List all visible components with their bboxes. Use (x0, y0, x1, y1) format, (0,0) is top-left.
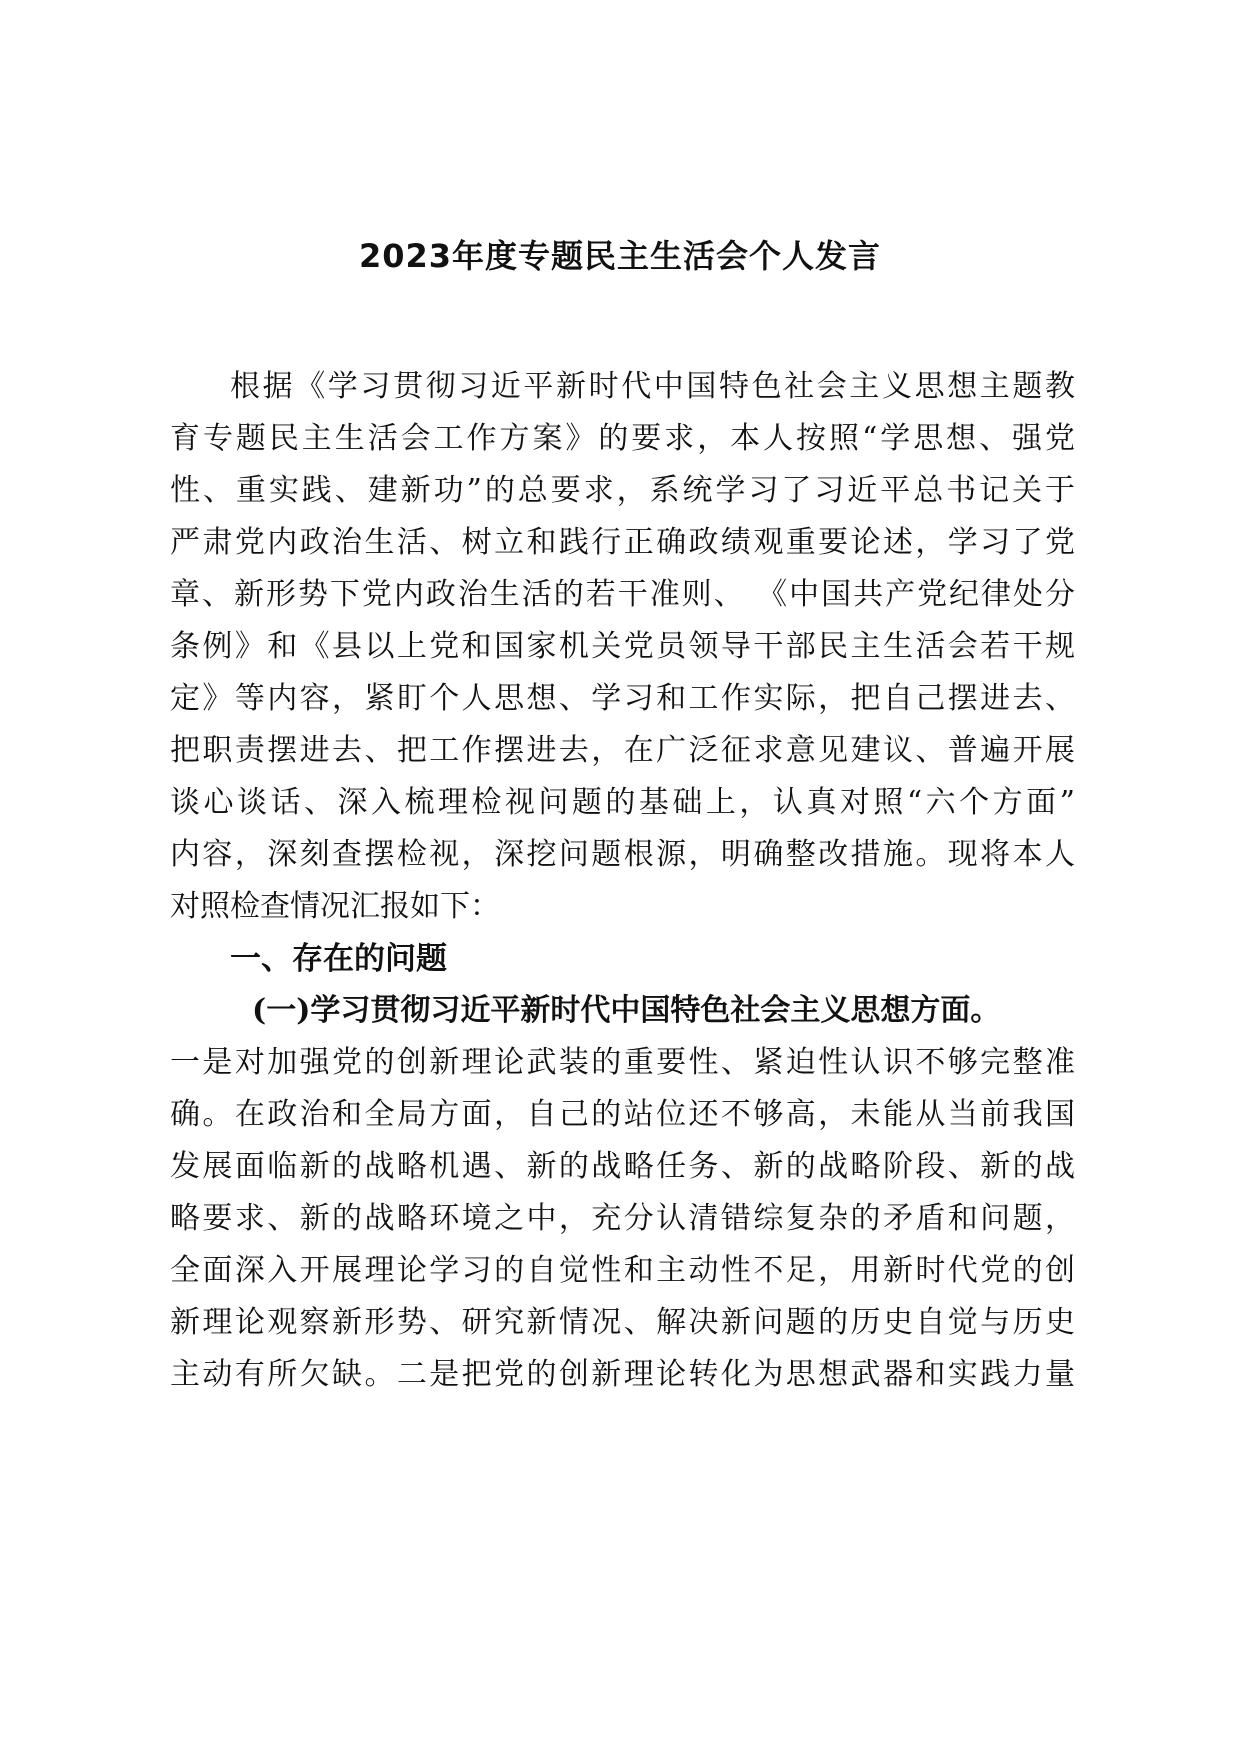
section-line: 发展面临新的战略机遇、新的战略任务、新的战略阶段、新的战 (170, 1149, 1075, 1184)
intro-line: 对照检查情况汇报如下： (170, 889, 500, 924)
section-heading: 一、存在的问题 (230, 941, 447, 977)
section-line: 新理论观察新形势、研究新情况、解决新问题的历史自觉与历史 (170, 1305, 1075, 1340)
intro-line: 内容，深刻查摆检视，深挖问题根源，明确整改措施。现将本人 (170, 837, 1075, 872)
intro-line: 严肃党内政治生活、树立和践行正确政绩观重要论述，学习了党 (170, 525, 1075, 560)
section-line: 一是对加强党的创新理论武装的重要性、紧迫性认识不够完整准 (170, 1045, 1075, 1080)
intro-line: 定》等内容，紧盯个人思想、学习和工作实际，把自己摆进去、 (170, 681, 1075, 716)
intro-line: 把职责摆进去、把工作摆进去，在广泛征求意见建议、普遍开展 (170, 733, 1075, 768)
document-title: 2023年度专题民主生活会个人发言 (358, 237, 882, 275)
section-line: 确。在政治和全局方面，自己的站位还不够高，未能从当前我国 (170, 1097, 1075, 1132)
intro-line: 条例》和《县以上党和国家机关党员领导干部民主生活会若干规 (170, 629, 1075, 664)
section-line: 主动有所欠缺。二是把党的创新理论转化为思想武器和实践力量 (170, 1357, 1075, 1392)
subsection-heading: (一)学习贯彻习近平新时代中国特色社会主义思想方面。 (252, 993, 1001, 1028)
section-line: 全面深入开展理论学习的自觉性和主动性不足，用新时代党的创 (170, 1253, 1075, 1288)
document-body (170, 361, 1075, 1401)
intro-line: 谈心谈话、深入梳理检视问题的基础上，认真对照“六个方面” (170, 785, 1075, 820)
intro-line: 性、重实践、建新功”的总要求，系统学习了习近平总书记关于 (170, 473, 1075, 508)
intro-line: 章、新形势下党内政治生活的若干准则、 《中国共产党纪律处分 (170, 577, 1075, 612)
intro-line: 根据《学习贯彻习近平新时代中国特色社会主义思想主题教 (230, 369, 1075, 404)
section-line: 略要求、新的战略环境之中，充分认清错综复杂的矛盾和问题， (170, 1201, 1075, 1236)
intro-line: 育专题民主生活会工作方案》的要求，本人按照“学思想、强党 (170, 421, 1075, 456)
